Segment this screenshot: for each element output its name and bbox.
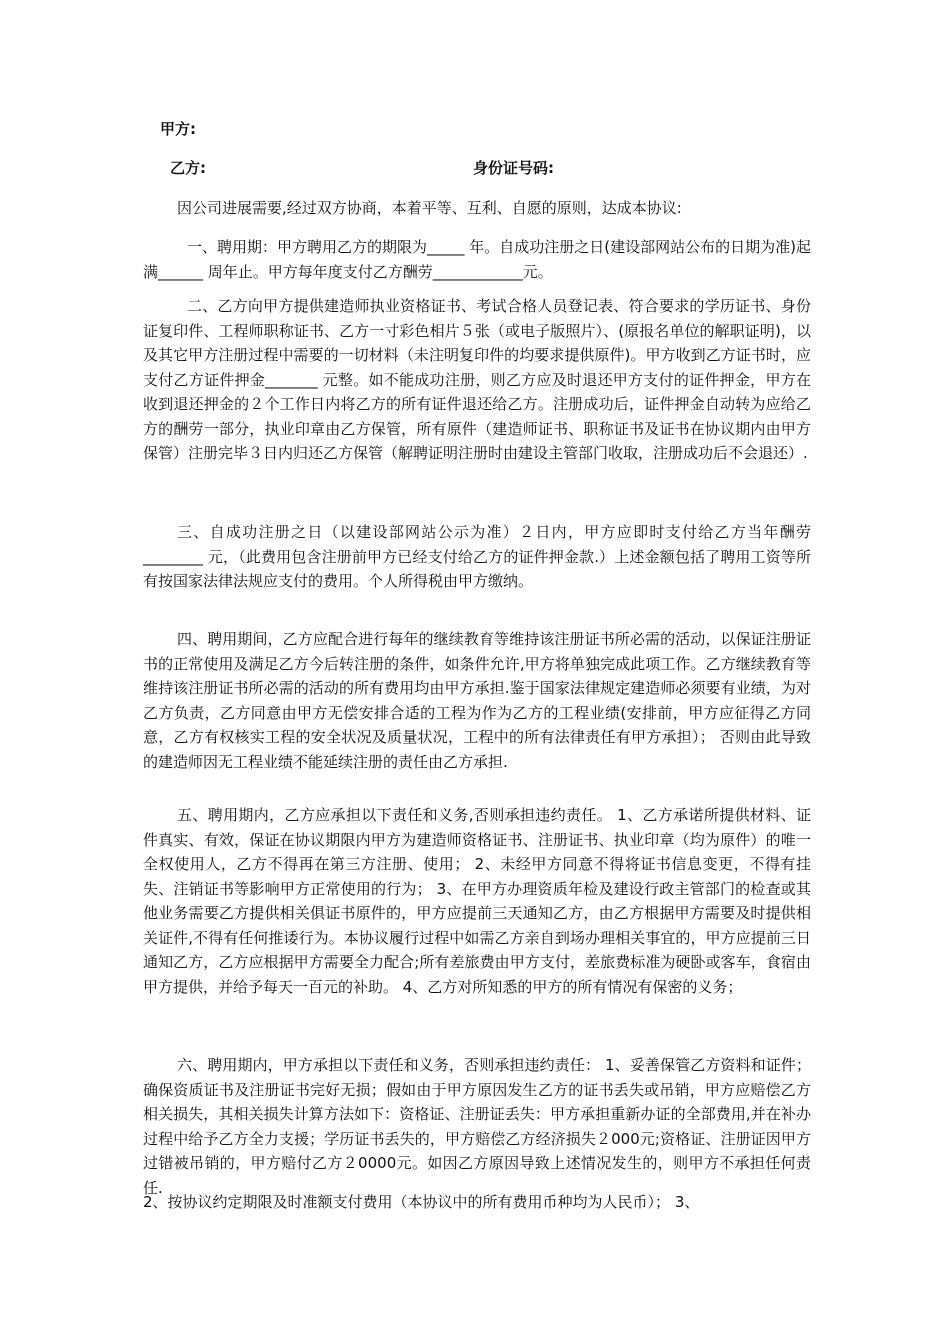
party-b-row [170, 157, 770, 179]
clause-5-paragraph: 五、聘用期内，乙方应承担以下责任和义务,否则承担违约责任。 1、乙方承诺所提供材料、证件真实、有效，保证在协议期限内甲方为建造师资格证书、注册证书、执业印章（均为原件）的唯一全权使用人，乙方不得再在第三方注册、使用； 2、未经甲方同意不得将证书信息变更，不得有挂失、注销证书等影响甲方正常使用的行为； 3、在甲方办理资质年检及建设行政主管部门的检查或其他业务需要乙方提供相关俱证书原件的，甲方应提前三天通知乙方，由乙方根据甲方需要及时提供相关证件,不得有任何推诿行为。本协议履行过程中如需乙方亲自到场办理相关事宜的，甲方应提前三日通知乙方，乙方应根据甲方需要全力配合;所有差旅费由甲方支付，差旅费标准为硬卧或客车，食宿由甲方提供，并给予每天一百元的补助。 4、乙方对所知悉的甲方的所有情况有保密的义务； [143, 806, 811, 996]
party-a-label: 甲方: [160, 120, 196, 138]
clause-1-paragraph: 一、聘用期：甲方聘用乙方的期限为_____ 年。自成功注册之日(建设部网站公布的日期为准)起满______ 周年止。甲方每年度支付乙方酬劳____________元。 [143, 238, 811, 281]
intro-paragraph: 因公司进展需要,经过双方协商，本着平等、互利、自愿的原则，达成本协议: [177, 199, 682, 217]
id-number-label: 身份证号码: [473, 159, 554, 177]
clause-6-paragraph: 六、聘用期内，甲方承担以下责任和义务，否则承担违约责任： 1、妥善保管乙方资料和证件；确保资质证书及注册证书完好无损；假如由于甲方原因发生乙方的证书丢失或吊销，甲方应赔偿乙方相关损失，其相关损失计算方法如下：资格证、注册证丢失：甲方承担重新办证的全部费用,并在补办过程中给予乙方全力支援；学历证书丢失的，甲方赔偿乙方经济损失２000元;资格证、注册证因甲方过错被吊销的，甲方赔付乙方２0000元。如因乙方原因导致上述情况发生的，则甲方不承担任何责任. [143, 1056, 811, 1197]
clause-4-paragraph: 四、聘用期间，乙方应配合进行每年的继续教育等维持该注册证书所必需的活动，以保证注册证书的正常使用及满足乙方今后转注册的条件，如条件允许,甲方将单独完成此项工作。乙方继续教育等维持该注册证书所必需的活动的所有费用均由甲方承担.鉴于国家法律规定建造师必须要有业绩，为对乙方负责，乙方同意由甲方无偿安排合适的工程为作为乙方的工程业绩(安排前，甲方应征得乙方同意，乙方有权核实工程的安全状况及质量状况，工程中的所有法律责任有甲方承担）； 否则由此导致的建造师因无工程业绩不能延续注册的责任由乙方承担. [143, 630, 811, 771]
clause-6-continuation: 2、按协议约定期限及时准额支付费用（本协议中的所有费用币种均为人民币）； 3、 [143, 1193, 700, 1211]
clause-3-paragraph: 三、自成功注册之日（以建设部网站公示为准）２日内，甲方应即时支付给乙方当年酬劳________ 元，（此费用包含注册前甲方已经支付给乙方的证件押金款.）上述金额包括了聘用工资等所有按国家法律法规应支付的费用。个人所得税由甲方缴纳。 [143, 523, 811, 590]
clause-2-paragraph: 二、乙方向甲方提供建造师执业资格证书、考试合格人员登记表、符合要求的学历证书、身份证复印件、工程师职称证书、乙方一寸彩色相片５张（或电子版照片）、(原报名单位的解职证明)，以及其它甲方注册过程中需要的一切材料（未注明复印件的均要求提供原件)。甲方收到乙方证书时，应支付乙方证件押金_______ 元整。如不能成功注册，则乙方应及时退还甲方支付的证件押金，甲方在收到退还押金的２个工作日内将乙方的所有证件退还给乙方。注册成功后，证件押金自动转为应给乙方的酬劳一部分，执业印章由乙方保管，所有原件（建造师证书、职称证书及证书在协议期内由甲方保管）注册完毕３日内归还乙方保管（解聘证明注册时由建设主管部门收取，注册成功后不会退还）. [143, 297, 811, 462]
party-b-label: 乙方: [170, 159, 206, 177]
